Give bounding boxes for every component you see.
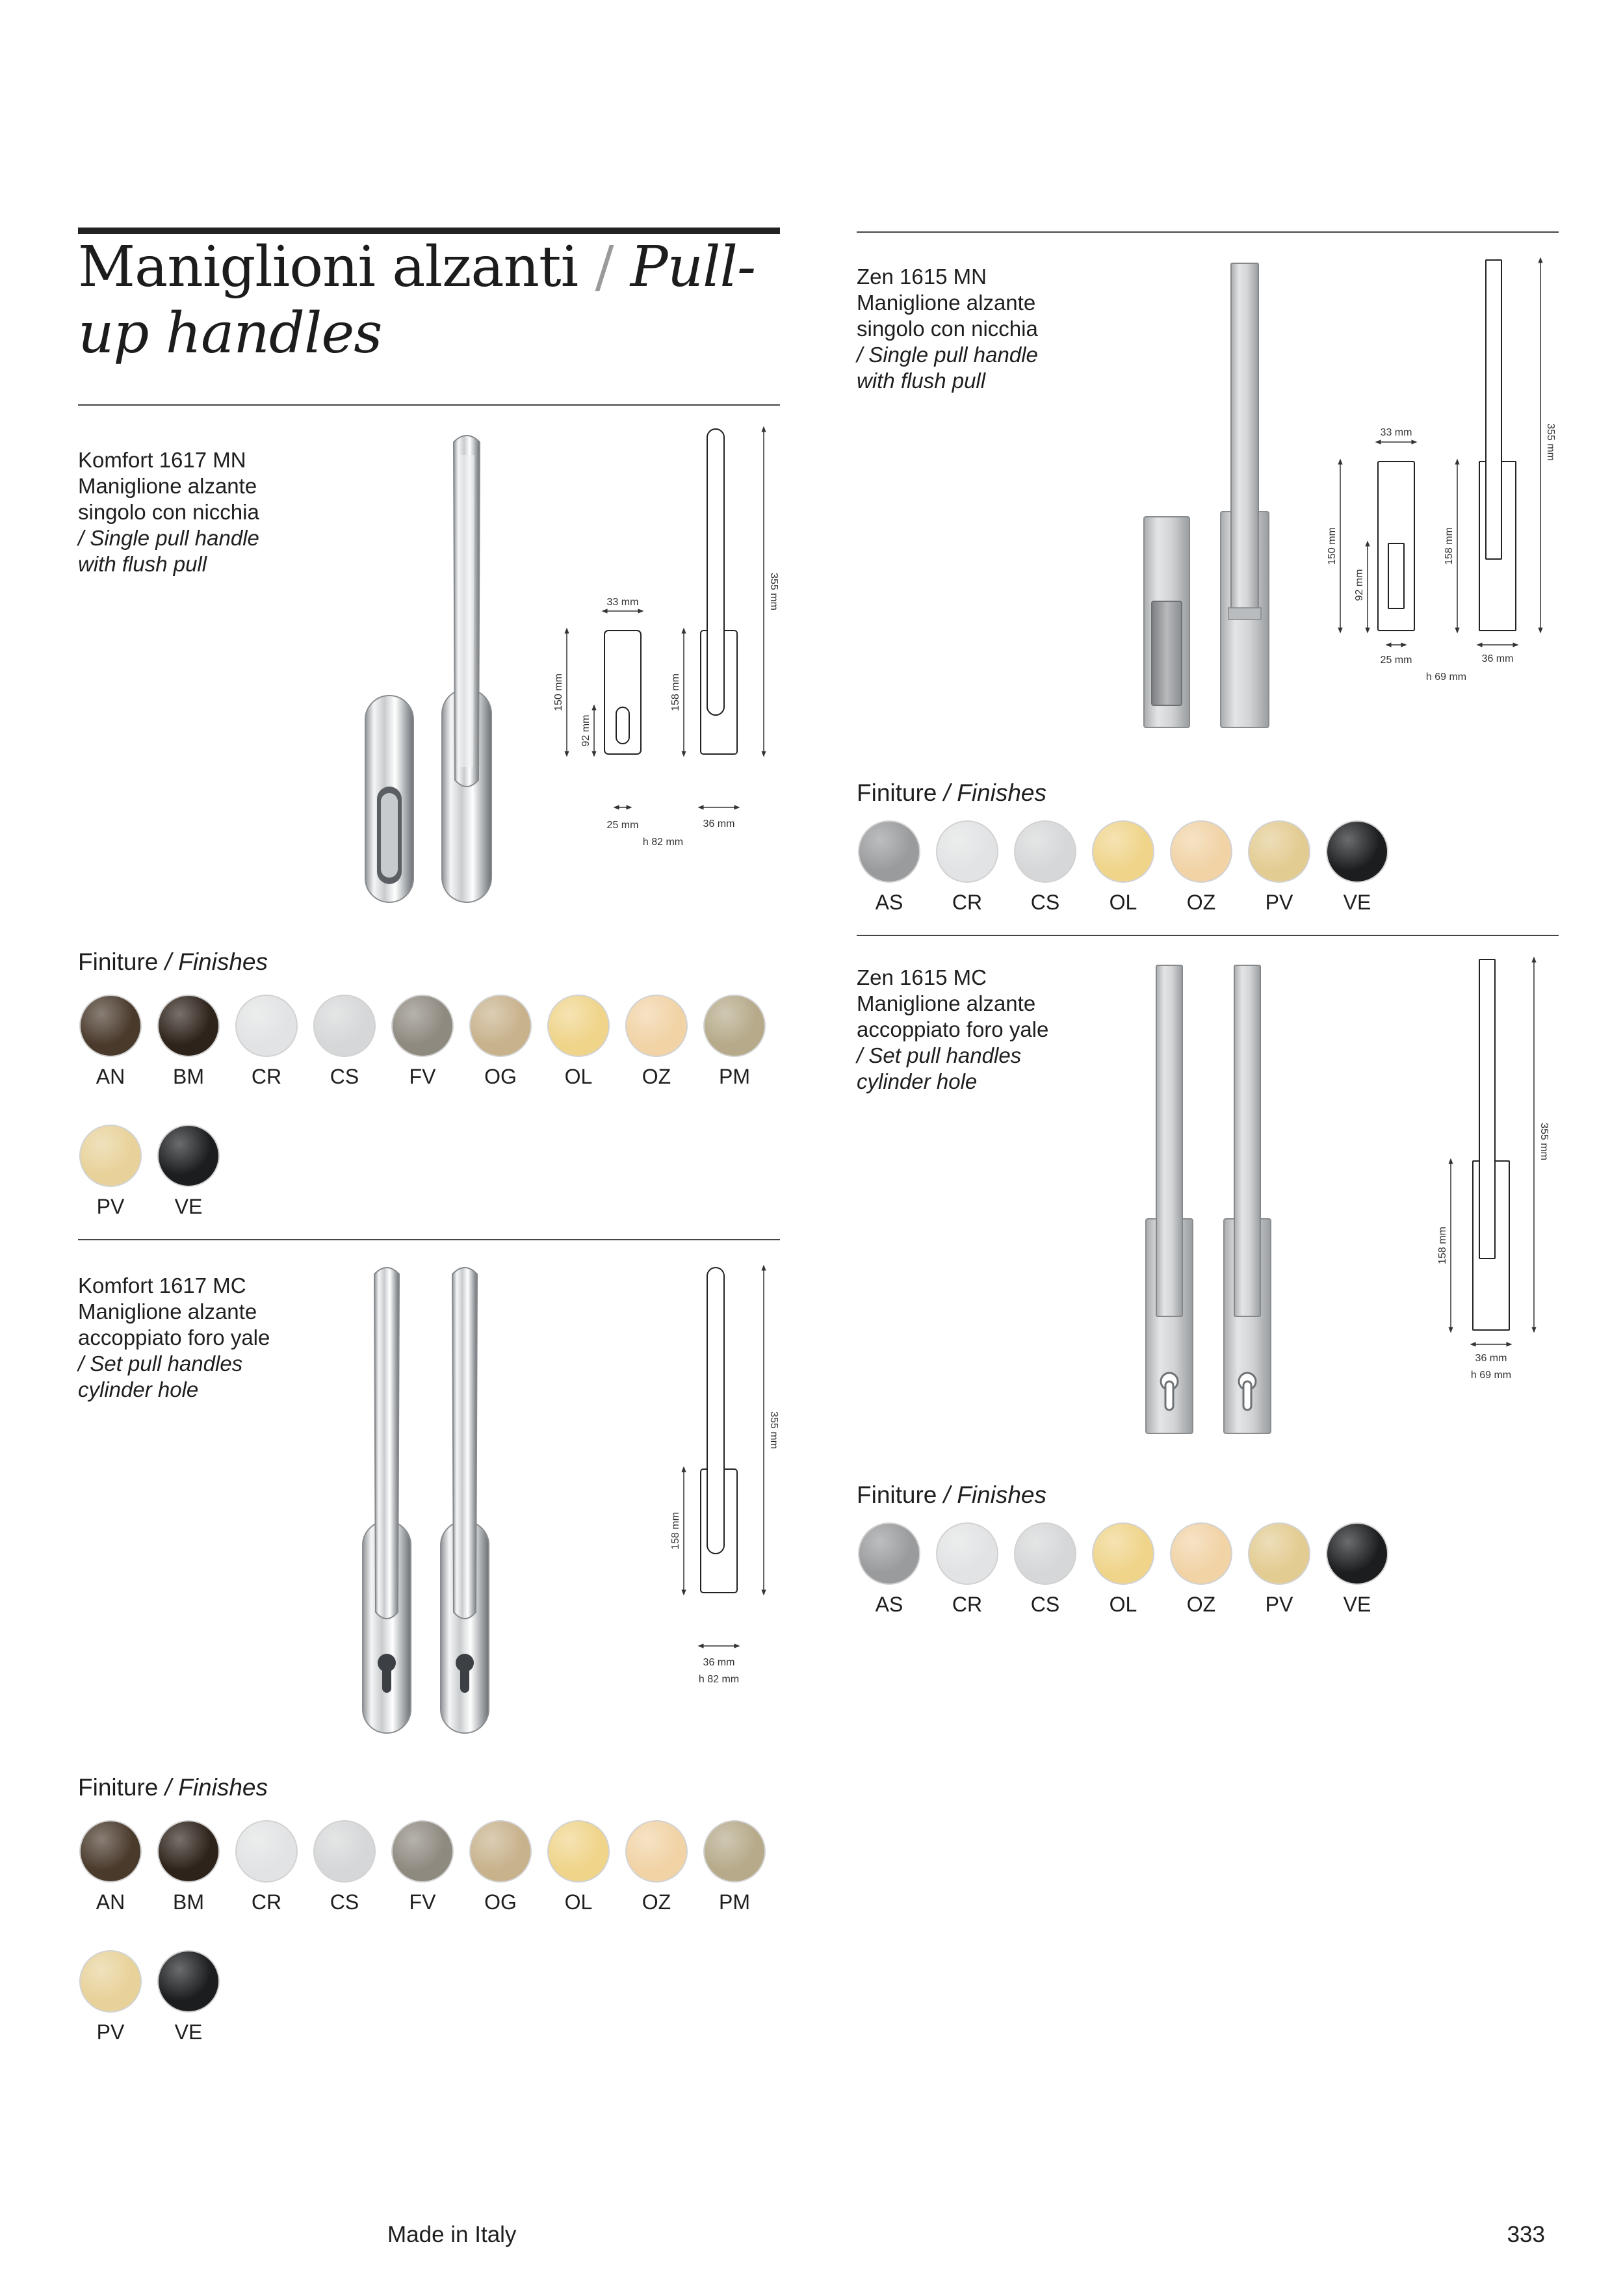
finish-swatch	[546, 1820, 611, 1915]
finish-color-circle	[157, 1820, 220, 1883]
finish-swatch	[234, 1820, 299, 1915]
finish-swatch	[857, 820, 922, 915]
finish-color-circle	[157, 995, 220, 1057]
finish-code: OZ	[1186, 891, 1216, 914]
finish-color-circle	[547, 995, 610, 1057]
page-title	[78, 234, 780, 367]
product-name: Zen 1615 MC	[857, 965, 987, 989]
product-desc-en-2: with flush pull	[78, 552, 207, 576]
finish-color-circle	[1170, 820, 1232, 883]
finish-swatch	[624, 1820, 689, 1915]
finishes-label-en: Finishes	[178, 1774, 268, 1801]
footer-made-in-italy: Made in Italy	[387, 2222, 517, 2247]
komfort-mn-dimension-drawing	[533, 416, 793, 871]
product-desc-it-2: accoppiato foro yale	[857, 1017, 1049, 1041]
finish-code: CS	[330, 1065, 359, 1088]
finish-code: OL	[1109, 1593, 1137, 1616]
product-desc-en-1: / Set pull handles	[857, 1043, 1022, 1067]
finish-code: CR	[952, 891, 983, 914]
finish-color-circle	[547, 1820, 610, 1883]
komfort-mc-finishes-title	[78, 1773, 268, 1802]
komfort-mc-dimension-drawing	[650, 1255, 793, 1710]
finish-swatch	[156, 1950, 221, 2045]
finish-color-circle	[936, 820, 998, 883]
dim-h82mm: h 82 mm	[698, 1674, 740, 1685]
finish-code: CR	[251, 1065, 282, 1088]
finish-swatch	[390, 1820, 455, 1915]
finish-swatch	[935, 820, 1000, 915]
finish-code: AS	[875, 1593, 903, 1616]
finish-swatch	[1247, 820, 1312, 915]
finish-swatch	[156, 1820, 221, 1915]
zen-mn-product-image	[1137, 257, 1280, 731]
finishes-label-en: Finishes	[178, 948, 268, 975]
finish-swatch	[624, 995, 689, 1089]
zen-mc-finishes-title	[857, 1481, 1046, 1509]
finish-color-circle	[313, 995, 376, 1057]
product-name: Komfort 1617 MN	[78, 448, 246, 472]
dim-33mm: 33 mm	[1380, 427, 1412, 438]
dim-158mm: 158 mm	[670, 673, 681, 711]
finish-code: OZ	[1186, 1593, 1216, 1616]
finish-color-circle	[1014, 1522, 1076, 1585]
finish-swatch	[156, 1125, 221, 1220]
komfort-mn-finishes-title	[78, 948, 268, 976]
finish-swatch	[312, 1820, 377, 1915]
section-divider-left	[78, 1239, 780, 1240]
finish-swatch	[857, 1522, 922, 1617]
finish-code: PM	[719, 1890, 750, 1914]
title-bottom-rule	[78, 404, 780, 406]
page-number: 333	[1507, 2222, 1545, 2247]
finish-code: CS	[1030, 891, 1060, 914]
finishes-label-it: Finiture	[78, 1774, 159, 1801]
dim-36mm: 36 mm	[703, 818, 735, 829]
dim-150mm: 150 mm	[553, 673, 564, 711]
dim-355mm: 355 mm	[1539, 1123, 1550, 1160]
finish-swatch	[1169, 1522, 1234, 1617]
finishes-label-sep: /	[943, 1481, 950, 1508]
finish-swatch	[78, 1125, 143, 1220]
finish-color-circle	[79, 1125, 142, 1187]
finish-color-circle	[1014, 820, 1076, 883]
finishes-label-it: Finiture	[857, 779, 937, 806]
finish-swatch	[702, 995, 767, 1089]
product-desc-it-1: Maniglione alzante	[857, 291, 1036, 315]
product-desc-en-2: with flush pull	[857, 369, 986, 393]
komfort-mc-description	[78, 1273, 377, 1403]
dim-92mm: 92 mm	[1354, 569, 1365, 601]
komfort-mn-description	[78, 447, 377, 577]
finish-code: OL	[1109, 891, 1137, 914]
finish-color-circle	[1092, 1522, 1154, 1585]
finish-code: OL	[564, 1890, 593, 1914]
finish-code: PM	[719, 1065, 750, 1088]
finishes-label-en: Finishes	[957, 779, 1047, 806]
finish-color-circle	[1170, 1522, 1232, 1585]
finish-code: VE	[1343, 891, 1371, 914]
dim-36mm: 36 mm	[1481, 653, 1514, 664]
finish-color-circle	[391, 995, 454, 1057]
product-name: Komfort 1617 MC	[78, 1273, 246, 1298]
dim-25mm: 25 mm	[1380, 655, 1412, 666]
section-divider-right	[857, 935, 1559, 936]
finish-code: OL	[564, 1065, 593, 1088]
finish-color-circle	[79, 1820, 142, 1883]
finish-color-circle	[1326, 1522, 1388, 1585]
zen-mc-description	[857, 965, 1156, 1095]
finish-color-circle	[1248, 820, 1310, 883]
finishes-label-sep: /	[164, 1774, 172, 1801]
finish-color-circle	[157, 1125, 220, 1187]
finish-code: PV	[96, 2020, 125, 2044]
finish-color-circle	[391, 1820, 454, 1883]
dim-150mm: 150 mm	[1327, 527, 1338, 565]
finish-swatch	[234, 995, 299, 1089]
finish-code: CS	[330, 1890, 359, 1914]
finish-code: AN	[96, 1890, 125, 1914]
product-desc-it-1: Maniglione alzante	[78, 1299, 257, 1324]
finish-code: BM	[173, 1065, 204, 1088]
finish-code: CR	[952, 1593, 983, 1616]
finish-swatch	[1169, 820, 1234, 915]
dim-355mm: 355 mm	[768, 573, 779, 610]
finish-swatch	[1325, 820, 1390, 915]
finish-code: OG	[484, 1890, 517, 1914]
finish-code: CS	[1030, 1593, 1060, 1616]
dim-h82mm: h 82 mm	[642, 837, 684, 848]
finish-color-circle	[235, 995, 298, 1057]
finish-code: OG	[484, 1065, 517, 1088]
finish-swatch	[468, 995, 533, 1089]
product-desc-en-2: cylinder hole	[857, 1069, 978, 1093]
finish-color-circle	[858, 820, 920, 883]
finish-color-circle	[79, 995, 142, 1057]
finish-code: OZ	[642, 1065, 671, 1088]
finish-swatch	[935, 1522, 1000, 1617]
finish-color-circle	[936, 1522, 998, 1585]
finish-code: VE	[174, 2020, 203, 2044]
finish-swatch	[312, 995, 377, 1089]
finish-code: AN	[96, 1065, 125, 1088]
finish-swatch	[1013, 1522, 1078, 1617]
product-desc-it-2: accoppiato foro yale	[78, 1325, 270, 1350]
finish-color-circle	[625, 1820, 688, 1883]
product-name: Zen 1615 MN	[857, 265, 987, 289]
finish-color-circle	[703, 1820, 766, 1883]
finish-code: OZ	[642, 1890, 671, 1914]
finish-swatch	[156, 995, 221, 1089]
product-desc-en-1: / Single pull handle	[78, 526, 259, 550]
product-desc-it-2: singolo con nicchia	[857, 317, 1038, 341]
finish-code: BM	[173, 1890, 204, 1914]
finish-swatch	[1247, 1522, 1312, 1617]
finish-color-circle	[157, 1950, 220, 2013]
finish-color-circle	[469, 1820, 532, 1883]
product-desc-en-2: cylinder hole	[78, 1377, 199, 1402]
dim-158mm: 158 mm	[670, 1512, 681, 1550]
komfort-mc-product-image	[357, 1261, 500, 1736]
finish-swatch	[78, 1950, 143, 2045]
finishes-label-sep: /	[164, 948, 172, 975]
dim-36mm: 36 mm	[1475, 1353, 1507, 1364]
dim-355mm: 355 mm	[768, 1411, 779, 1449]
dim-158mm: 158 mm	[1437, 1227, 1448, 1264]
finish-swatch	[1091, 820, 1156, 915]
dim-36mm: 36 mm	[703, 1657, 735, 1668]
zen-mc-product-image	[1141, 959, 1284, 1440]
finish-color-circle	[1092, 820, 1154, 883]
right-top-rule	[857, 231, 1559, 233]
finish-code: PV	[96, 1195, 125, 1218]
zen-mc-dimension-drawing	[1430, 946, 1566, 1402]
finish-swatch	[1013, 820, 1078, 915]
finish-swatch	[78, 1820, 143, 1915]
dim-355mm: 355 mm	[1545, 423, 1556, 461]
finish-swatch	[1091, 1522, 1156, 1617]
title-separator: /	[595, 235, 614, 300]
finish-swatch	[78, 995, 143, 1089]
product-desc-it-1: Maniglione alzante	[857, 991, 1036, 1015]
finish-swatch	[1325, 1522, 1390, 1617]
finishes-label-it: Finiture	[857, 1481, 937, 1508]
dim-h69mm: h 69 mm	[1425, 672, 1467, 683]
title-rule	[78, 228, 780, 234]
title-english: Pull-up handles	[78, 235, 756, 366]
dim-158mm: 158 mm	[1444, 527, 1455, 565]
finish-code: VE	[174, 1195, 203, 1218]
finish-color-circle	[1326, 820, 1388, 883]
zen-mn-dimension-drawing	[1313, 247, 1566, 702]
finish-code: FV	[409, 1890, 436, 1914]
finishes-label-sep: /	[943, 779, 950, 806]
dim-25mm: 25 mm	[606, 820, 639, 831]
finish-color-circle	[703, 995, 766, 1057]
finish-color-circle	[469, 995, 532, 1057]
product-desc-it-2: singolo con nicchia	[78, 500, 259, 524]
finish-code: FV	[409, 1065, 436, 1088]
finish-color-circle	[625, 995, 688, 1057]
finish-color-circle	[1248, 1522, 1310, 1585]
finish-swatch	[702, 1820, 767, 1915]
finishes-label-it: Finiture	[78, 948, 159, 975]
product-desc-en-1: / Set pull handles	[78, 1351, 243, 1376]
finish-swatch	[390, 995, 455, 1089]
finish-color-circle	[858, 1522, 920, 1585]
dim-h69mm: h 69 mm	[1470, 1370, 1512, 1381]
dim-33mm: 33 mm	[606, 597, 639, 608]
product-desc-en-1: / Single pull handle	[857, 343, 1038, 367]
finish-color-circle	[79, 1950, 142, 2013]
finish-code: VE	[1343, 1593, 1371, 1616]
finish-swatch	[546, 995, 611, 1089]
komfort-mn-product-image	[357, 429, 507, 904]
finish-color-circle	[313, 1820, 376, 1883]
finish-code: AS	[875, 891, 903, 914]
finish-swatch	[468, 1820, 533, 1915]
dim-92mm: 92 mm	[580, 714, 591, 747]
finish-code: PV	[1265, 891, 1293, 914]
zen-mn-description	[857, 264, 1156, 394]
finish-code: PV	[1265, 1593, 1293, 1616]
title-italian: Maniglioni alzanti	[78, 235, 578, 300]
finish-code: CR	[251, 1890, 282, 1914]
zen-mn-finishes-title	[857, 779, 1046, 807]
finish-color-circle	[235, 1820, 298, 1883]
product-desc-it-1: Maniglione alzante	[78, 474, 257, 498]
finishes-label-en: Finishes	[957, 1481, 1047, 1508]
